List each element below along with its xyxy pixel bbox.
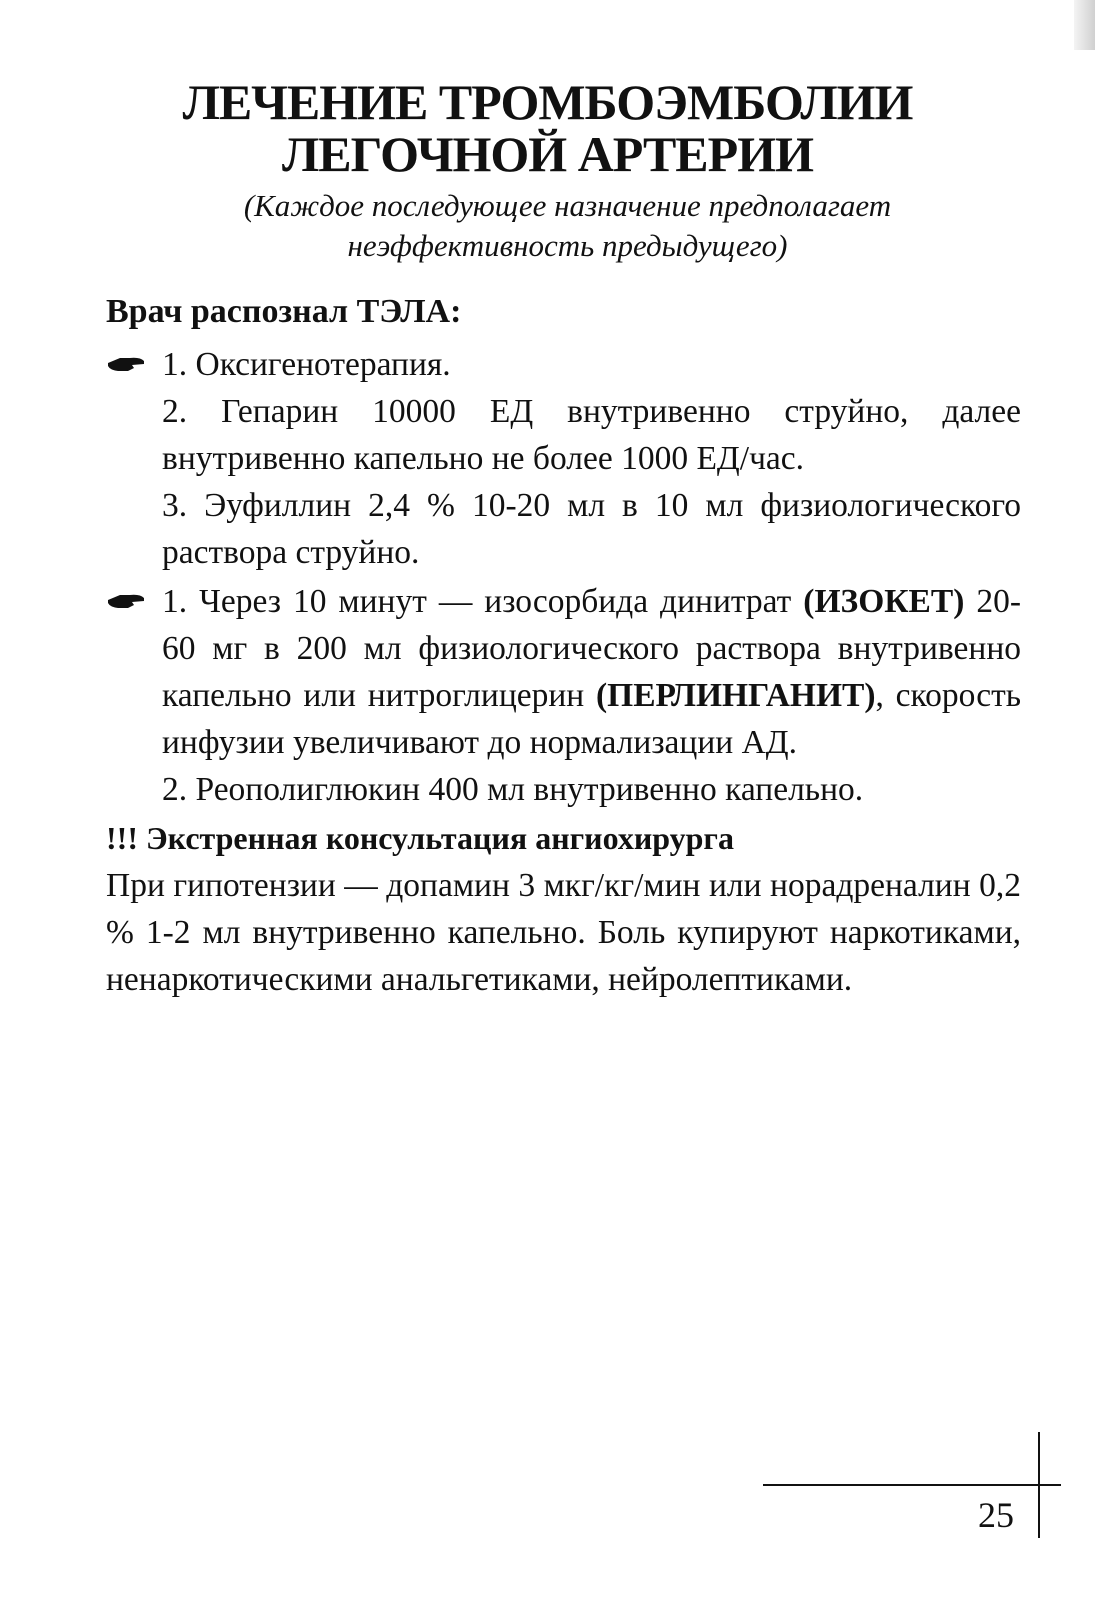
page-number: 25: [978, 1495, 1014, 1535]
step-2-text-e: , скорость инфузии увеличивают до нормализации АД.: [162, 677, 1021, 761]
pointing-hand-icon: [106, 578, 146, 624]
treatment-step-1: [106, 341, 1021, 576]
step-2-text-c: 20-60 мг в 200 мл физиологического раствора внутривенно капельно или нитроглицерин: [162, 583, 1022, 714]
drug-name-isoket: (ИЗОКЕТ): [803, 583, 965, 620]
step-1-oxygen: 1. Оксигенотерапия.: [162, 346, 451, 383]
step-1-heparin: 2. Гепарин 10000 ЕД внутривенно струйно, далее внутривенно капельно не более 1000 ЕД/час.: [162, 393, 1021, 477]
title-line-1: ЛЕЧЕНИЕ ТРОМБОЭМБОЛИИ: [182, 74, 913, 130]
section-heading: Врач распознал ТЭЛА:: [106, 293, 462, 330]
pointing-hand-icon: [106, 341, 146, 387]
footer-rule: [763, 1484, 1061, 1486]
body-text: [106, 288, 1021, 1003]
subtitle-line-2: неэффективность предыдущего): [347, 228, 788, 263]
step-2-text-a: 1. Через 10 минут — изосорбида динитрат: [162, 583, 804, 620]
subtitle-line-1: (Каждое последующее назначение предполагает: [243, 188, 892, 223]
page-title: [0, 76, 1095, 180]
step-2-rheopolyglucin: 2. Реополиглюкин 400 мл внутривенно капельно.: [162, 771, 864, 808]
step-2-nitrates: [162, 578, 1021, 766]
urgent-consultation-note: !!! Экстренная консультация ангиохирурга: [106, 820, 734, 856]
page-subtitle: [0, 186, 1095, 266]
hypotension-paragraph: При гипотензии — допамин 3 мкг/кг/мин или норадреналин 0,2 % 1-2 мл внутривенно капельно. Боль купируют наркотиками, ненаркотическими анальгетиками, нейролептиками.: [106, 867, 1021, 998]
footer-vertical-rule: [1038, 1432, 1040, 1538]
treatment-step-2: [106, 578, 1021, 813]
scan-edge-shadow: [1074, 0, 1095, 50]
title-line-2: ЛЕГОЧНОЙ АРТЕРИИ: [282, 126, 813, 182]
step-1-euphyllin: 3. Эуфиллин 2,4 % 10-20 мл в 10 мл физиологического раствора струйно.: [162, 487, 1021, 571]
drug-name-perlinganit: (ПЕРЛИНГАНИТ): [595, 677, 876, 714]
